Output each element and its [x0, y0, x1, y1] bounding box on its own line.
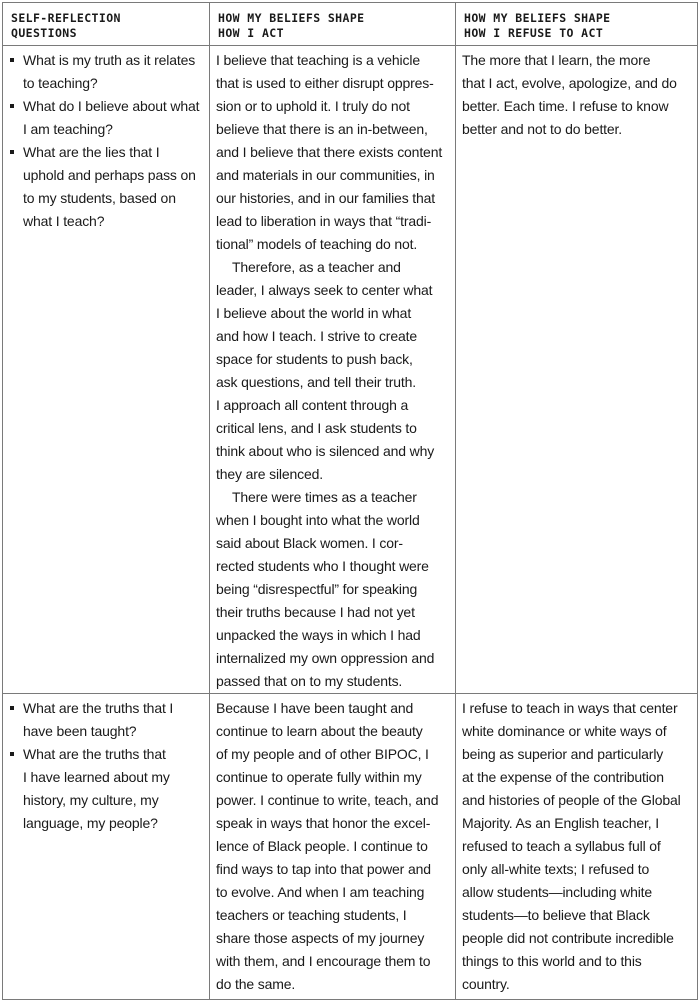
question-item — [9, 743, 204, 835]
text-line: do the same. — [216, 976, 296, 992]
question-line: What are the lies that I — [23, 144, 160, 160]
text-line: better. Each time. I refuse to know — [462, 98, 669, 114]
text-line: things to this world and to this — [462, 953, 642, 969]
text-line: of my people and of other BIPOC, I — [216, 746, 429, 762]
header-row — [3, 3, 698, 46]
header-line: HOW MY BELIEFS SHAPE — [464, 11, 611, 25]
header-how-i-act — [210, 3, 456, 46]
question-line: what I teach? — [23, 213, 105, 229]
header-line: HOW I ACT — [218, 26, 284, 40]
question-line: to my students, based on — [23, 190, 176, 206]
question-line: What do I believe about what — [23, 98, 200, 114]
question-item — [9, 95, 204, 141]
text-line: Because I have been taught and — [216, 700, 414, 716]
text-line: their truths because I had not yet — [216, 604, 415, 620]
text-line: being as superior and particularly — [462, 746, 664, 762]
questions-cell — [3, 46, 210, 694]
text-line: and I believe that there exists content — [216, 144, 443, 160]
header-how-i-refuse-to-act — [456, 3, 698, 46]
question-line: to teaching? — [23, 75, 98, 91]
text-line: that I act, evolve, apologize, and do — [462, 75, 677, 91]
text-line: and materials in our communities, in — [216, 167, 435, 183]
text-line: teachers or teaching students, I — [216, 907, 407, 923]
text-line: better and not to do better. — [462, 121, 623, 137]
text-line: I believe that teaching is a vehicle — [216, 52, 420, 68]
text-line: I believe about the world in what — [216, 305, 412, 321]
question-item — [9, 49, 204, 95]
text-line: The more that I learn, the more — [462, 52, 651, 68]
text-line: sion or to uphold it. I truly do not — [216, 98, 410, 114]
text-line: people did not contribute incredible — [462, 930, 674, 946]
text-line: I approach all content through a — [216, 397, 409, 413]
text-line: and histories of people of the Global — [462, 792, 681, 808]
text-line: passed that on to my students. — [216, 673, 403, 689]
text-line: power. I continue to write, teach, and — [216, 792, 439, 808]
how-i-act-cell — [210, 46, 456, 694]
question-line: history, my culture, my — [23, 792, 159, 808]
text-line: students—to believe that Black — [462, 907, 650, 923]
text-line: white dominance or white ways of — [462, 723, 667, 739]
text-line: critical lens, and I ask students to — [216, 420, 417, 436]
text-line: unpacked the ways in which I had — [216, 627, 421, 643]
question-line: have been taught? — [23, 723, 137, 739]
text-line: rected students who I thought were — [216, 558, 429, 574]
text-line: Therefore, as a teacher and — [232, 259, 401, 275]
table-row — [3, 694, 698, 1000]
question-line: I am teaching? — [23, 121, 113, 137]
question-item — [9, 141, 204, 233]
header-line: HOW MY BELIEFS SHAPE — [218, 11, 365, 25]
text-line: refused to teach a syllabus full of — [462, 838, 661, 854]
how-i-refuse-to-act-cell — [456, 694, 698, 1000]
text-line: only all-white texts; I refused to — [462, 861, 650, 877]
question-list — [9, 49, 204, 233]
question-line: uphold and perhaps pass on — [23, 167, 196, 183]
text-line: that is used to either disrupt oppres- — [216, 75, 434, 91]
how-i-refuse-to-act-cell — [456, 46, 698, 694]
header-line: QUESTIONS — [11, 26, 77, 40]
text-line: speak in ways that honor the excel- — [216, 815, 431, 831]
header-line: SELF-REFLECTION — [11, 11, 121, 25]
text-line: lence of Black people. I continue to — [216, 838, 428, 854]
text-line: Majority. As an English teacher, I — [462, 815, 659, 831]
text-line: lead to liberation in ways that “tradi- — [216, 213, 432, 229]
header-self-reflection-questions — [3, 3, 210, 46]
text-line: said about Black women. I cor- — [216, 535, 403, 551]
header-line: HOW I REFUSE TO ACT — [464, 26, 604, 40]
text-line: believe that there is an in-between, — [216, 121, 428, 137]
question-list — [9, 697, 204, 835]
table-row — [3, 46, 698, 694]
text-line: they are silenced. — [216, 466, 324, 482]
text-line: being “disrespectful” for speaking — [216, 581, 418, 597]
text-line: continue to operate fully within my — [216, 769, 422, 785]
text-line: find ways to tap into that power and — [216, 861, 431, 877]
text-line: ask questions, and tell their truth. — [216, 374, 417, 390]
text-line: to evolve. And when I am teaching — [216, 884, 425, 900]
text-line: There were times as a teacher — [232, 489, 417, 505]
text-line: internalized my own oppression and — [216, 650, 435, 666]
reflection-table-container — [2, 2, 697, 1000]
text-line: our histories, and in our families that — [216, 190, 436, 206]
question-line: I have learned about my — [23, 769, 170, 785]
how-i-act-cell — [210, 694, 456, 1000]
text-line: I refuse to teach in ways that center — [462, 700, 678, 716]
text-line: continue to learn about the beauty — [216, 723, 423, 739]
question-line: What is my truth as it relates — [23, 52, 196, 68]
questions-cell — [3, 694, 210, 1000]
text-line: think about who is silenced and why — [216, 443, 435, 459]
text-line: space for students to push back, — [216, 351, 413, 367]
text-line: tional” models of teaching do not. — [216, 236, 418, 252]
text-line: allow students—including white — [462, 884, 653, 900]
question-line: What are the truths that — [23, 746, 166, 762]
text-line: and how I teach. I strive to create — [216, 328, 417, 344]
reflection-table — [2, 2, 698, 1000]
question-line: What are the truths that I — [23, 700, 174, 716]
text-line: leader, I always seek to center what — [216, 282, 433, 298]
question-line: language, my people? — [23, 815, 158, 831]
text-line: when I bought into what the world — [216, 512, 420, 528]
text-line: at the expense of the contribution — [462, 769, 664, 785]
text-line: country. — [462, 976, 510, 992]
text-line: with them, and I encourage them to — [216, 953, 431, 969]
text-line: share those aspects of my journey — [216, 930, 425, 946]
question-item — [9, 697, 204, 743]
